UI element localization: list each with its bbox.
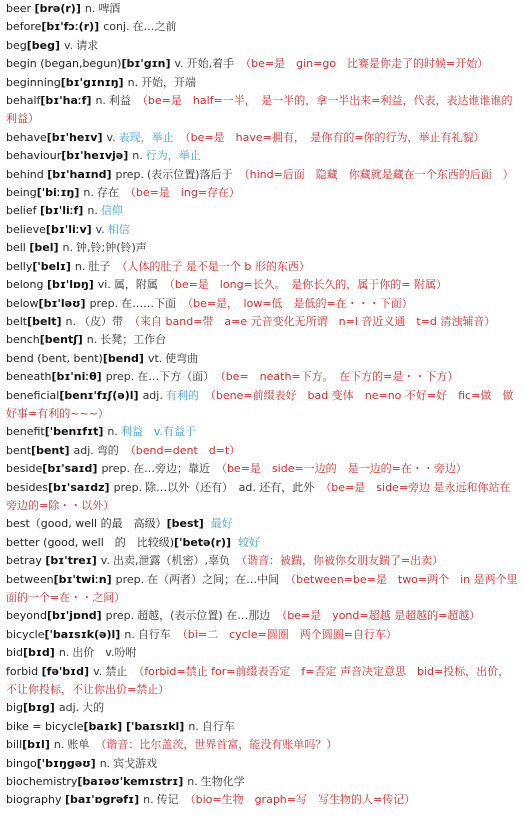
entry-part-of-speech: v. xyxy=(106,130,116,144)
entry-word: behalf xyxy=(6,94,41,108)
vocab-entry xyxy=(6,460,518,478)
entry-note: （来自 band=带 a=e 元音变化无所谓 n=l 音近义通 t=d 清浊辅音） xyxy=(129,314,496,328)
entry-word: beneath xyxy=(6,370,52,384)
vocab-entry xyxy=(6,718,518,736)
vocab-entry xyxy=(6,313,518,331)
entry-phonetic: [bɪ'liːv] xyxy=(45,222,92,236)
vocab-entry xyxy=(6,515,518,533)
entry-word: before xyxy=(6,20,42,34)
entry-word: bend (bent, bent) xyxy=(6,351,103,365)
entry-definition: 啤酒 xyxy=(98,2,121,15)
entry-word: behaviour xyxy=(6,149,62,163)
entry-note: （be=是 half=一半， 是一半的，拿一半出来=利益，代表，表达谁谁谁的利益） xyxy=(6,94,513,126)
entry-note: （be= neath=下方。 在下方的=是・・下方） xyxy=(220,370,459,384)
entry-definition: 行为，举止 xyxy=(145,149,201,163)
entry-word: beyond xyxy=(6,609,47,623)
entry-definition: 在（两者）之间；在…中间 xyxy=(147,572,280,586)
entry-definition: 长凳；工作台 xyxy=(100,333,167,347)
entry-word: beg xyxy=(6,38,27,52)
entry-phonetic: ['biːɪŋ] xyxy=(36,186,80,200)
entry-phonetic: ['betə(r)] xyxy=(174,535,232,549)
entry-word: believe xyxy=(6,222,46,236)
entry-phonetic: [brə(r)] xyxy=(34,2,81,15)
entry-note: （be=是， low=低 是低的=在・・・下面） xyxy=(182,296,413,310)
entry-definition: 钟,铃;钟(铃)声 xyxy=(76,241,147,255)
entry-word: benefit xyxy=(6,425,45,439)
entry-note: （be=是 side=一边的 是一边的=在・・旁边） xyxy=(215,462,467,476)
entry-note: （be=是 long=长久。 是你长久的，属于你的= 附属） xyxy=(163,278,447,292)
entry-definition: 使弯曲 xyxy=(165,351,199,365)
entry-word: bill xyxy=(6,738,23,752)
vocab-entry xyxy=(6,368,518,386)
entry-note: （be=是 ing=存在） xyxy=(124,186,241,200)
vocab-entry xyxy=(6,55,518,73)
entry-word: bent xyxy=(6,443,32,457)
entry-phonetic: ['baɪsɪk(ə)l] xyxy=(44,627,121,641)
entry-definition: 利益 xyxy=(108,94,131,108)
entry-part-of-speech: prep. xyxy=(105,609,135,623)
entry-word: biochemistry xyxy=(6,775,78,789)
entry-note: （bi=二 cycle=圆圈 两个圆圈=自行车） xyxy=(176,627,397,641)
vocab-entry xyxy=(6,350,518,368)
entry-note: （hind=后面 隐藏 你藏就是藏在一个东西的后面 ） xyxy=(238,167,514,181)
entry-definition: 开始，开端 xyxy=(141,75,197,89)
entry-definition: 请求 xyxy=(76,38,99,52)
vocab-entry xyxy=(6,699,518,717)
entry-phonetic: [best] xyxy=(166,517,204,531)
entry-phonetic: [bɪ'fɔː(r)] xyxy=(41,20,100,34)
entry-part-of-speech: prep. xyxy=(101,462,130,476)
entry-word: between xyxy=(6,572,54,586)
entry-note: （bend=dent d=t） xyxy=(124,443,241,457)
entry-part-of-speech: adj. xyxy=(58,701,80,715)
entry-part-of-speech: n. xyxy=(99,756,111,770)
vocab-entry xyxy=(6,773,518,791)
entry-part-of-speech: n. xyxy=(124,627,135,641)
entry-part-of-speech: n. xyxy=(127,75,139,89)
entry-word: biography xyxy=(6,793,65,807)
entry-word: bicycle xyxy=(6,627,45,641)
entry-definition: 弯的 xyxy=(96,443,119,457)
entry-definition: 肚子 xyxy=(88,259,111,273)
entry-note: （bio=生物 graph=写 写生物的人=传记） xyxy=(184,793,416,807)
entry-part-of-speech: vt. xyxy=(147,351,163,365)
entry-phonetic: [bɪd] xyxy=(23,646,55,660)
entry-phonetic: ['belɪ] xyxy=(32,259,71,273)
vocab-entry xyxy=(6,791,518,809)
vocab-entry xyxy=(6,147,518,165)
entry-phonetic: [fə'bɪd] xyxy=(41,664,90,678)
vocab-entry xyxy=(6,479,518,516)
entry-part-of-speech: n. xyxy=(132,149,143,163)
vocab-entry xyxy=(6,552,518,570)
entry-note: （forbid=禁止 for=前缀表否定 f=否定 声音决定意思 bid=投标，出价， 不让你投标，不让你出价=禁止） xyxy=(6,664,515,697)
entry-word: better (good, well 的 比较级) xyxy=(6,535,175,549)
entry-phonetic: [bɪ'heɪv] xyxy=(46,130,103,144)
entry-definition: 在…之前 xyxy=(132,20,177,34)
entry-word: being xyxy=(6,186,37,200)
entry-word: belong xyxy=(6,278,47,292)
entry-phonetic: [bɪ'gɪn] xyxy=(121,57,171,71)
entry-definition: 表现，举止 xyxy=(118,130,174,144)
entry-part-of-speech: v. xyxy=(174,57,184,71)
entry-part-of-speech: n. xyxy=(83,186,94,200)
entry-word: bell xyxy=(6,241,30,255)
entry-definition: 生物化学 xyxy=(200,775,245,789)
entry-phonetic: [bɪ'liːf] xyxy=(40,204,84,218)
entry-definition: 宾戈游戏 xyxy=(113,756,158,770)
entry-definition: 禁止 xyxy=(105,664,128,678)
entry-part-of-speech: prep. xyxy=(89,296,119,310)
entry-phonetic: [bɪ'treɪ] xyxy=(45,554,97,568)
entry-word: beginning xyxy=(6,75,61,89)
entry-part-of-speech: adj. xyxy=(142,388,163,402)
entry-phonetic: [bentʃ] xyxy=(39,333,83,347)
entry-definition: 自行车 xyxy=(137,627,171,641)
entry-phonetic: [benɪ'fɪʃ(ə)l] xyxy=(59,388,139,402)
vocab-entry xyxy=(6,166,518,184)
vocab-entry xyxy=(6,74,518,92)
entry-phonetic: [beg] xyxy=(26,38,60,52)
entry-phonetic: ['bɪŋgəʊ] xyxy=(36,756,96,770)
entry-definition: 利益 v.有益于 xyxy=(120,425,196,439)
entry-definition: 超越，(表示位置) 在…那边 xyxy=(137,609,271,623)
vocab-entry xyxy=(6,37,518,55)
entry-note: （between=be=是 two=两个 in 是两个里面的一个=在・・之间） xyxy=(6,572,518,604)
entry-definition: 在…下方（面） xyxy=(137,370,215,384)
entry-word: below xyxy=(6,296,39,310)
entry-part-of-speech: n. xyxy=(84,2,96,15)
vocab-entry xyxy=(6,92,518,129)
entry-definition: (表示位置)落后于 xyxy=(147,167,233,181)
vocab-entry xyxy=(6,202,518,220)
entry-word: best（good, well 的最 高级） xyxy=(6,517,167,531)
entry-definition: 大的 xyxy=(82,701,105,715)
entry-word: behind xyxy=(6,167,48,181)
entry-phonetic: [bɪ'saɪd] xyxy=(42,462,98,476)
entry-definition: 信仰 xyxy=(100,204,123,218)
entry-definition: 较好 xyxy=(238,535,261,549)
entry-phonetic: [belt] xyxy=(27,314,62,328)
vocab-entry xyxy=(6,221,518,239)
vocab-entry xyxy=(6,755,518,773)
entry-phonetic: [bɪ'niːθ] xyxy=(51,370,102,384)
entry-part-of-speech: n. xyxy=(95,94,106,108)
entry-definition: 存在 xyxy=(96,186,119,200)
entry-definition: 相信 xyxy=(107,222,130,236)
entry-part-of-speech: conj. xyxy=(103,20,130,34)
entry-note: （be=是 gin=go 比赛是你走了的时候=开始） xyxy=(240,57,489,71)
vocab-entry xyxy=(6,129,518,147)
entry-part-of-speech: n. xyxy=(53,738,65,752)
entry-word: big xyxy=(6,701,24,715)
entry-note: （be=是 yond=超越 是超越的=超越） xyxy=(276,609,481,623)
entry-note: （人体的肚子 是不是一个 b 形的东西） xyxy=(116,259,310,273)
entry-word: bid xyxy=(6,646,24,660)
vocab-entry xyxy=(6,663,518,700)
vocab-entry xyxy=(6,184,518,202)
entry-definition: 开始,着手 xyxy=(186,57,235,71)
entry-note: （谐音：比尔盖茨，世界首富，能没有账单吗？） xyxy=(95,738,338,752)
entry-definition: 出价 v.吩咐 xyxy=(72,646,137,660)
entry-phonetic: [baɪ'ɒgrəfɪ] xyxy=(64,793,140,807)
entry-part-of-speech: n. xyxy=(65,314,77,328)
entry-phonetic: [bɪ'jɒnd] xyxy=(46,609,102,623)
entry-phonetic: ['benɪfɪt] xyxy=(44,425,104,439)
entry-phonetic: [bend] xyxy=(102,351,144,365)
entry-phonetic: [bent] xyxy=(31,443,70,457)
vocab-entry xyxy=(6,0,518,18)
entry-phonetic: [bɪ'gɪnɪŋ] xyxy=(60,75,124,89)
entry-part-of-speech: prep. xyxy=(115,167,145,181)
entry-part-of-speech: adj. xyxy=(73,443,94,457)
vocab-entry xyxy=(6,442,518,460)
entry-word: behave xyxy=(6,130,47,144)
entry-part-of-speech: prep. xyxy=(105,370,135,384)
entry-part-of-speech: n. xyxy=(86,333,98,347)
entry-phonetic: [bel] xyxy=(29,241,59,255)
entry-part-of-speech: n. xyxy=(143,793,154,807)
entry-word: belief xyxy=(6,204,40,218)
entry-note: （bene=前缀表好 bad 变体 ne=no 不好=好 fic=做 做好事=有利的~~~） xyxy=(6,388,514,420)
entry-definition: 账单 xyxy=(67,738,90,752)
entry-phonetic: [bɪ'haːf] xyxy=(40,94,92,108)
entry-word: bench xyxy=(6,333,40,347)
entry-part-of-speech: vi. xyxy=(97,278,111,292)
entry-part-of-speech: prep. xyxy=(113,480,143,494)
entry-definition: 在……下面 xyxy=(121,296,177,310)
entry-phonetic: [bɪ'haɪnd] xyxy=(47,167,112,181)
vocab-entry xyxy=(6,534,518,552)
entry-phonetic: [bɪ'twiːn] xyxy=(53,572,112,586)
entry-word: forbid xyxy=(6,664,42,678)
entry-note: （be=是 have=拥有， 是你有的=你的行为，举止有礼貌） xyxy=(179,130,485,144)
entry-definition: 有利的 xyxy=(165,388,199,402)
entry-part-of-speech: n. xyxy=(58,646,70,660)
vocab-entry xyxy=(6,626,518,644)
entry-word: begin (began,begun) xyxy=(6,57,122,71)
entry-definition: 自行车 xyxy=(201,719,235,733)
entry-word: betray xyxy=(6,554,46,568)
vocab-entry xyxy=(6,387,518,424)
entry-part-of-speech: prep. xyxy=(115,572,145,586)
entry-part-of-speech: v. xyxy=(64,38,74,52)
entry-part-of-speech: n. xyxy=(107,425,118,439)
entry-word: bingo xyxy=(6,756,37,770)
vocab-entry xyxy=(6,644,518,662)
entry-part-of-speech: v. xyxy=(95,222,105,236)
entry-phonetic: [bɪ'saɪdz] xyxy=(48,480,110,494)
entry-phonetic: [bɪ'ləʊ] xyxy=(38,296,86,310)
entry-part-of-speech: n. xyxy=(87,204,98,218)
entry-word: beneficial xyxy=(6,388,60,402)
entry-part-of-speech: n. xyxy=(187,775,198,789)
vocab-entry xyxy=(6,331,518,349)
vocab-entry xyxy=(6,295,518,313)
entry-part-of-speech: n. xyxy=(62,241,73,255)
entry-definition: 除…以外（还有） ad. 还有，此外 xyxy=(145,480,315,494)
entry-word: beer xyxy=(6,2,35,15)
vocab-entry xyxy=(6,239,518,257)
vocab-entry xyxy=(6,423,518,441)
entry-definition: 属，附属 xyxy=(113,278,158,292)
vocab-entry xyxy=(6,607,518,625)
entry-definition: （皮）带 xyxy=(79,314,124,328)
entry-word: besides xyxy=(6,480,49,494)
entry-definition: 在…旁边；靠近 xyxy=(132,462,210,476)
entry-word: belly xyxy=(6,259,33,273)
vocab-entry xyxy=(6,736,518,754)
entry-phonetic: [baɪəʊ'kemɪstrɪ] xyxy=(77,775,184,789)
entry-part-of-speech: n. xyxy=(188,719,199,733)
entry-part-of-speech: v. xyxy=(93,664,103,678)
vocab-entry xyxy=(6,276,518,294)
entry-definition: 出卖,泄露（机密）,辜负 xyxy=(112,554,230,568)
entry-definition: 最好 xyxy=(210,517,233,531)
entry-phonetic: [bɪ'heɪvjə] xyxy=(61,149,129,163)
entry-phonetic: [bɪg] xyxy=(23,701,55,715)
vocab-entry xyxy=(6,571,518,608)
entry-phonetic: [bɪ'lɒŋ] xyxy=(47,278,94,292)
entry-word: belt xyxy=(6,314,28,328)
entry-phonetic: [bɪl] xyxy=(22,738,50,752)
entry-definition: 传记 xyxy=(156,793,179,807)
entry-note: （be=是 side=旁边 是永远和你站在旁边的=除・・以外） xyxy=(6,480,511,512)
vocab-entry xyxy=(6,18,518,36)
entry-list xyxy=(6,0,518,810)
entry-word: bike = bicycle xyxy=(6,719,84,733)
vocab-entry xyxy=(6,258,518,276)
entry-word: beside xyxy=(6,462,43,476)
entry-part-of-speech: n. xyxy=(74,259,86,273)
entry-note: （谐音：被踹，你被你女朋友踹了=出卖） xyxy=(235,554,444,568)
entry-phonetic: [baɪk] ['baɪsɪkl] xyxy=(83,719,185,733)
entry-part-of-speech: v. xyxy=(100,554,110,568)
